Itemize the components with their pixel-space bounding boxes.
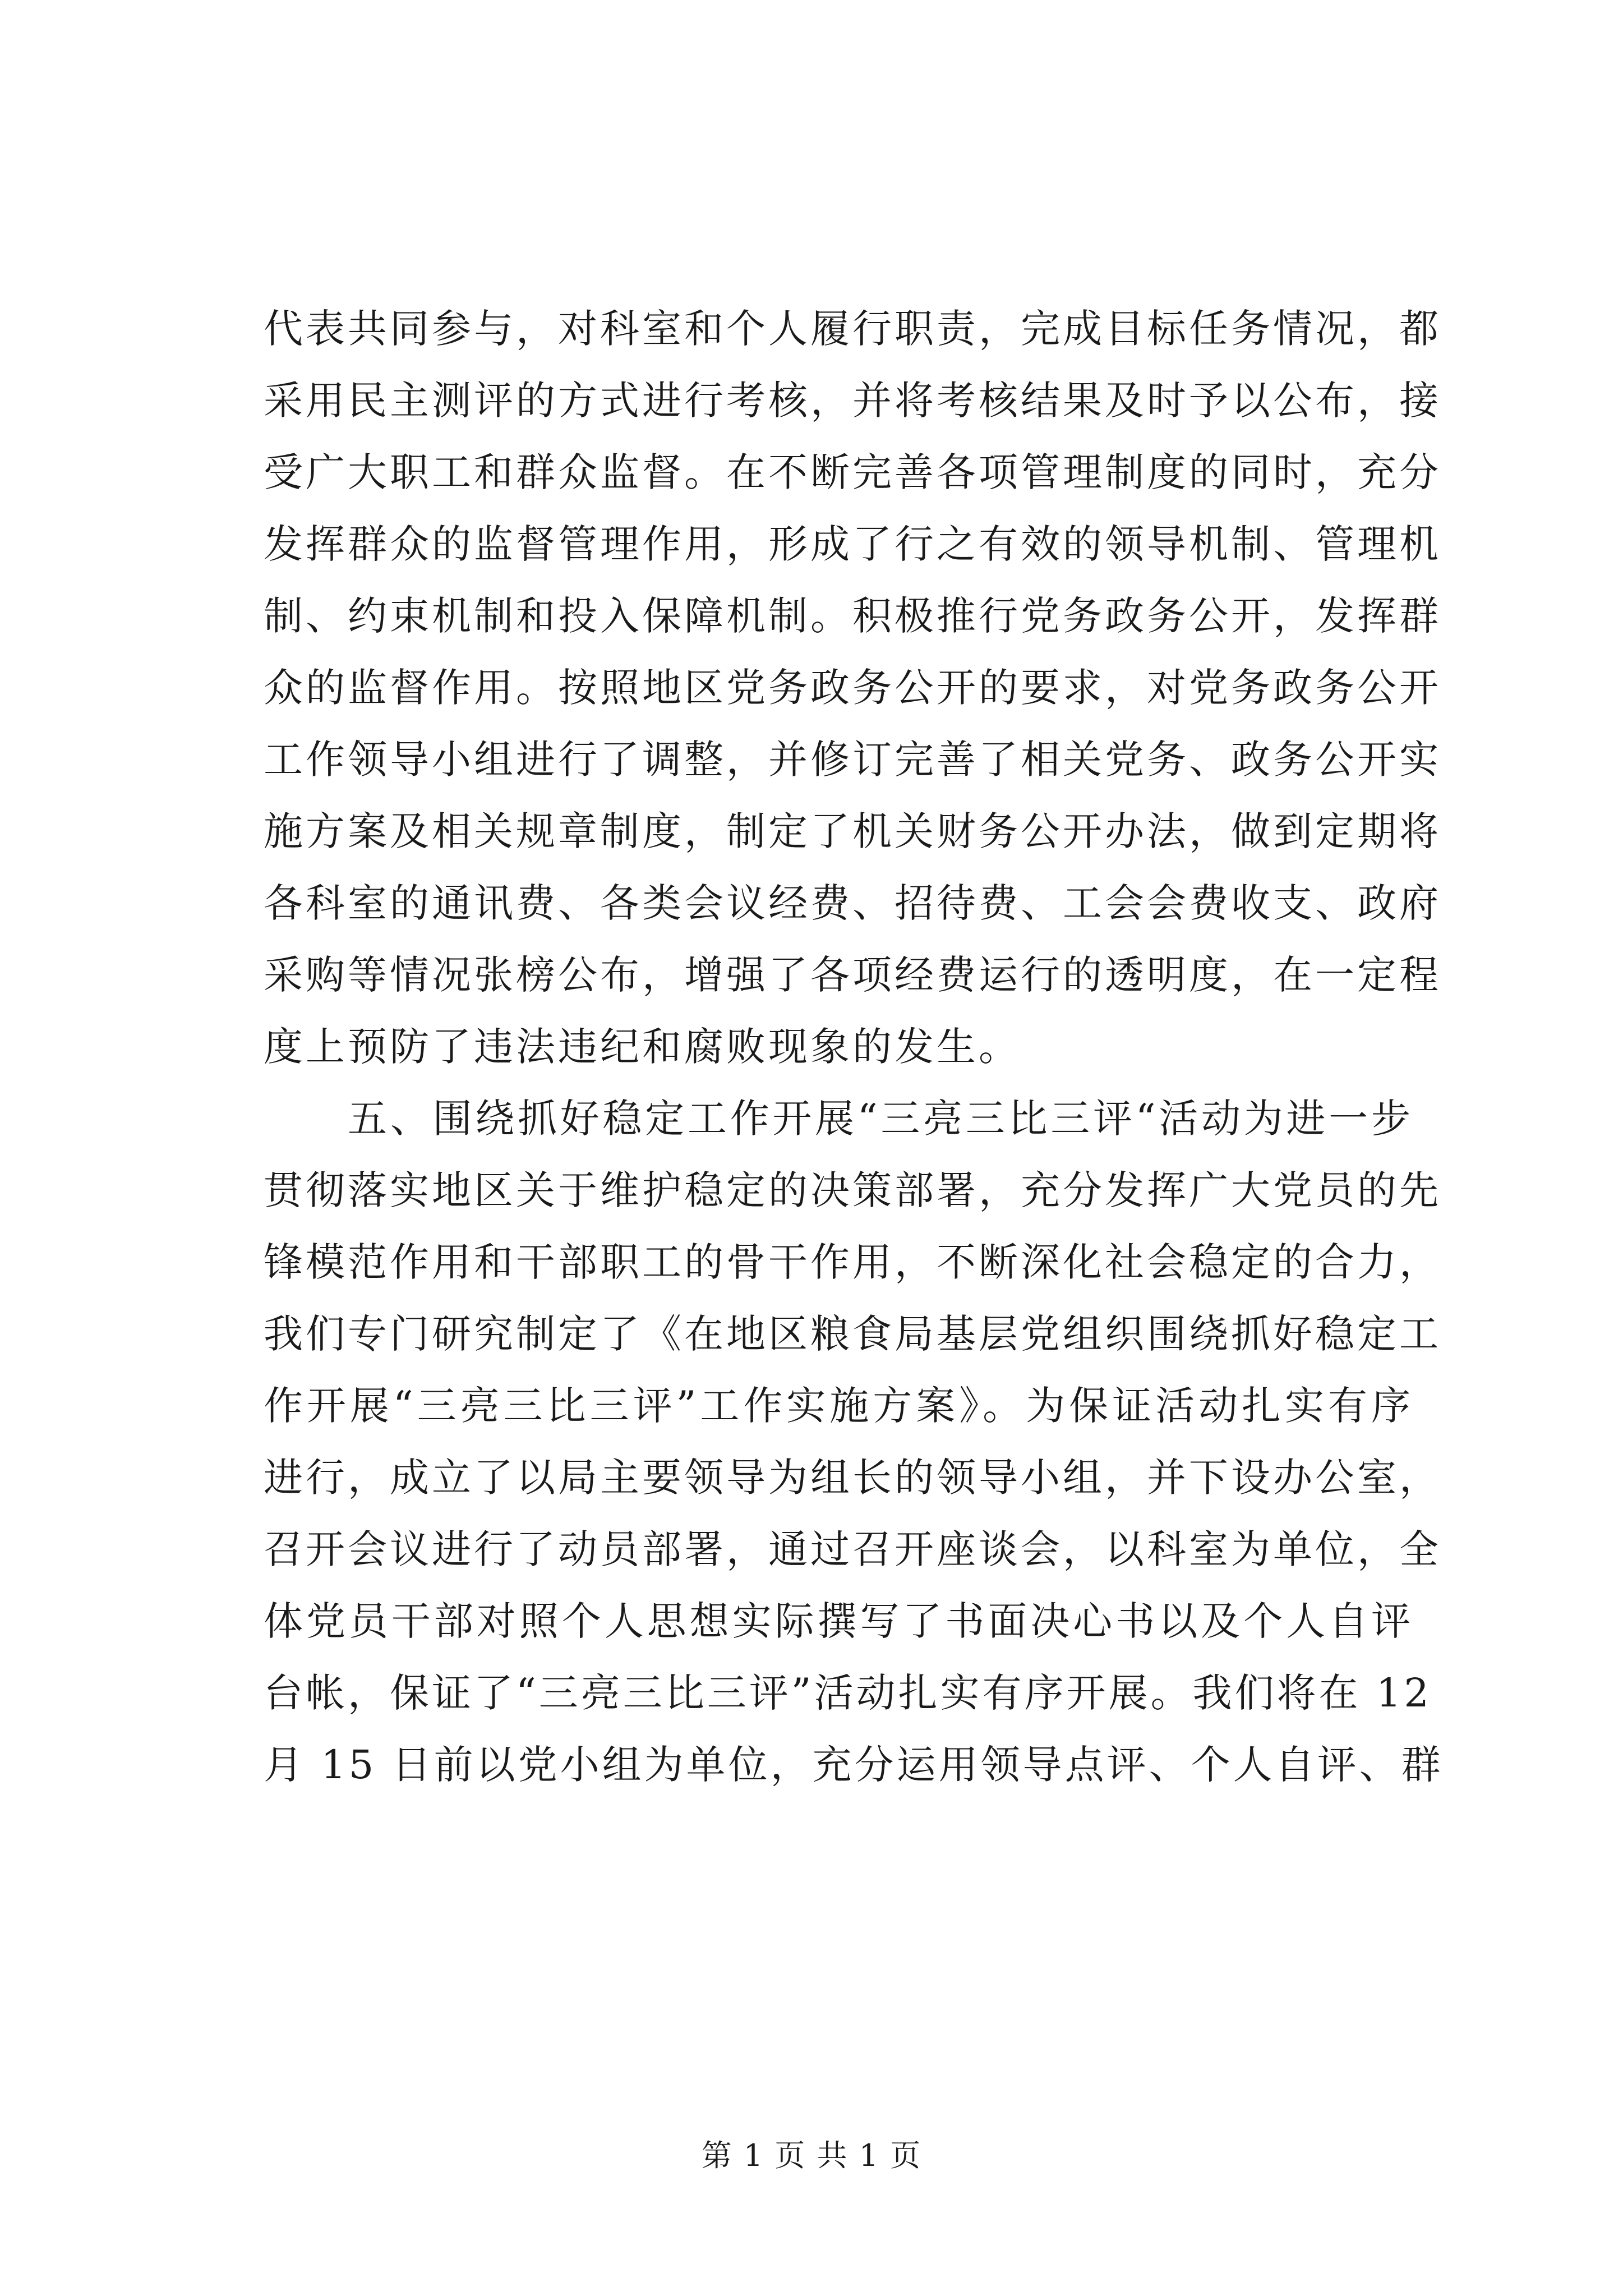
text-line: 召开会议进行了动员部署，通过召开座谈会，以科室为单位，全 [264, 1526, 1441, 1572]
text-line: 进行，成立了以局主要领导为组长的领导小组，并下设办公室， [264, 1455, 1441, 1501]
text-line: 代表共同参与，对科室和个人履行职责，完成目标任务情况，都 [264, 306, 1441, 352]
text-line: 月 15 日前以党小组为单位，充分运用领导点评、个人自评、群 [264, 1742, 1444, 1788]
text-line: 我们专门研究制定了《在地区粮食局基层党组织围绕抓好稳定工 [264, 1311, 1441, 1357]
text-line: 发挥群众的监督管理作用，形成了行之有效的领导机制、管理机 [264, 521, 1441, 567]
text-line: 受广大职工和群众监督。在不断完善各项管理制度的同时，充分 [264, 449, 1441, 495]
text-line: 贯彻落实地区关于维护稳定的决策部署，充分发挥广大党员的先 [264, 1167, 1441, 1213]
text-line: 采用民主测评的方式进行考核，并将考核结果及时予以公布，接 [264, 378, 1441, 424]
page-number-footer: 第 1 页 共 1 页 [701, 2138, 922, 2173]
text-line: 制、约束机制和投入保障机制。积极推行党务政务公开，发挥群 [264, 593, 1441, 639]
section-heading-line: 五、围绕抓好稳定工作开展“三亮三比三评“活动为进一步 [348, 1096, 1413, 1142]
text-line: 施方案及相关规章制度，制定了机关财务公开办法，做到定期将 [264, 808, 1441, 854]
text-line: 众的监督作用。按照地区党务政务公开的要求，对党务政务公开 [264, 665, 1441, 711]
text-line: 台帐，保证了“三亮三比三评”活动扎实有序开展。我们将在 12 [264, 1670, 1432, 1716]
text-line: 各科室的通讯费、各类会议经费、招待费、工会会费收支、政府 [264, 880, 1441, 926]
text-line: 工作领导小组进行了调整，并修订完善了相关党务、政务公开实 [264, 737, 1441, 783]
document-body [264, 293, 1444, 1801]
text-line: 采购等情况张榜公布，增强了各项经费运行的透明度，在一定程 [264, 952, 1441, 998]
text-line: 度上预防了违法违纪和腐败现象的发生。 [264, 1024, 1021, 1070]
text-line: 体党员干部对照个人思想实际撰写了书面决心书以及个人自评 [264, 1598, 1413, 1644]
text-line: 锋模范作用和干部职工的骨干作用，不断深化社会稳定的合力， [264, 1239, 1441, 1285]
text-line: 作开展“三亮三比三评”工作实施方案》。为保证活动扎实有序 [264, 1383, 1413, 1429]
